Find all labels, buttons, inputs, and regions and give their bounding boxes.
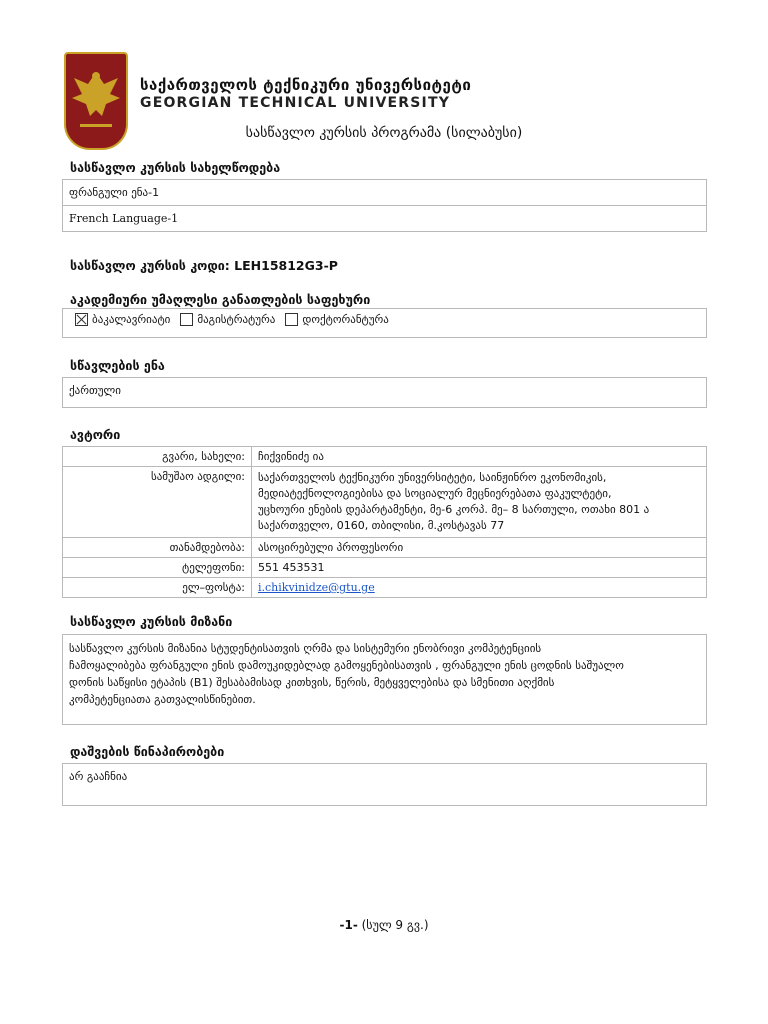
page-footer (0, 918, 768, 932)
page-total: (სულ 9 გვ.) (361, 918, 429, 932)
table-row (63, 558, 707, 578)
prerequisites-box (62, 763, 707, 806)
position-label: თანამდებობა: (63, 538, 252, 558)
phone-value: 551 453531 (252, 558, 707, 578)
prerequisites-value: არ გააჩნია (69, 770, 128, 783)
university-name-en: GEORGIAN TECHNICAL UNIVERSITY (140, 95, 451, 111)
table-row (63, 447, 707, 467)
table-row (63, 538, 707, 558)
email-link[interactable]: i.chikvinidze@gtu.ge (258, 581, 375, 594)
language-value: ქართული (69, 384, 121, 397)
email-cell (252, 578, 707, 598)
goal-line: დონის საწყისი ეტაპის (B1) შესაბამისად კითხვის, წერის, მეტყველებისა და სმენითი აღქმის (69, 676, 555, 689)
workplace-line: საქართველო, 0160, თბილისი, მ.კოსტავას 77 (258, 519, 505, 532)
workplace-line: უცხოური ენების დეპარტამენტი, მე-6 კორპ. მე– 8 სართული, ოთახი 801 ა (258, 503, 650, 516)
bachelor-label: ბაკალავრიატი (92, 313, 171, 326)
name-value: ჩიქვინიძე ია (252, 447, 707, 467)
authors-heading: ავტორი (70, 427, 121, 442)
goal-line: კომპეტენციათა გათვალისწინებით. (69, 693, 256, 706)
position-value: ასოცირებული პროფესორი (252, 538, 707, 558)
bachelor-checkbox[interactable] (75, 313, 88, 326)
authors-table (62, 446, 707, 598)
phone-label: ტელეფონი: (63, 558, 252, 578)
goal-heading: სასწავლო კურსის მიზანი (70, 614, 233, 629)
page-number: -1- (339, 918, 358, 932)
course-name-en: French Language-1 (63, 205, 706, 231)
goal-line: სასწავლო კურსის მიზანია სტუდენტისათვის ღრმა და სისტემური ენობრივი კომპეტენციის (69, 642, 542, 655)
workplace-line: მედიატექნოლოგიებისა და სოციალურ მეცნიერებათა ფაკულტეტი, (258, 487, 612, 500)
name-label: გვარი, სახელი: (63, 447, 252, 467)
goal-box (62, 634, 707, 725)
level-box (62, 308, 707, 338)
table-row (63, 578, 707, 598)
workplace-value (252, 467, 707, 538)
language-heading: სწავლების ენა (70, 358, 165, 373)
university-name-ka: საქართველოს ტექნიკური უნივერსიტეტი (140, 76, 472, 94)
master-label: მაგისტრატურა (197, 313, 276, 326)
doctorate-checkbox[interactable] (285, 313, 298, 326)
prerequisites-heading: დაშვების წინაპირობები (70, 744, 225, 759)
course-name-ka: ფრანგული ენა-1 (69, 186, 160, 199)
course-name-box (62, 179, 707, 232)
workplace-label: სამუშაო ადგილი: (63, 467, 252, 538)
course-name-heading: სასწავლო კურსის სახელწოდება (70, 160, 281, 175)
document-title: სასწავლო კურსის პროგრამა (სილაბუსი) (245, 125, 523, 141)
course-code: სასწავლო კურსის კოდი: LEH15812G3-P (70, 258, 338, 273)
workplace-line: საქართველოს ტექნიკური უნივერსიტეტი, საინჟინრო ეკონომიკის, (258, 471, 607, 484)
email-label: ელ–ფოსტა: (63, 578, 252, 598)
level-heading: აკადემიური უმაღლესი განათლების საფეხური (70, 292, 371, 307)
goal-line: ჩამოყალიბება ფრანგული ენის დამოუკიდებლად გამოყენებისათვის , ფრანგული ენის ცოდნის საშუალო (69, 659, 624, 672)
master-checkbox[interactable] (180, 313, 193, 326)
doctorate-label: დოქტორანტურა (302, 313, 389, 326)
table-row (63, 467, 707, 538)
language-box (62, 377, 707, 408)
